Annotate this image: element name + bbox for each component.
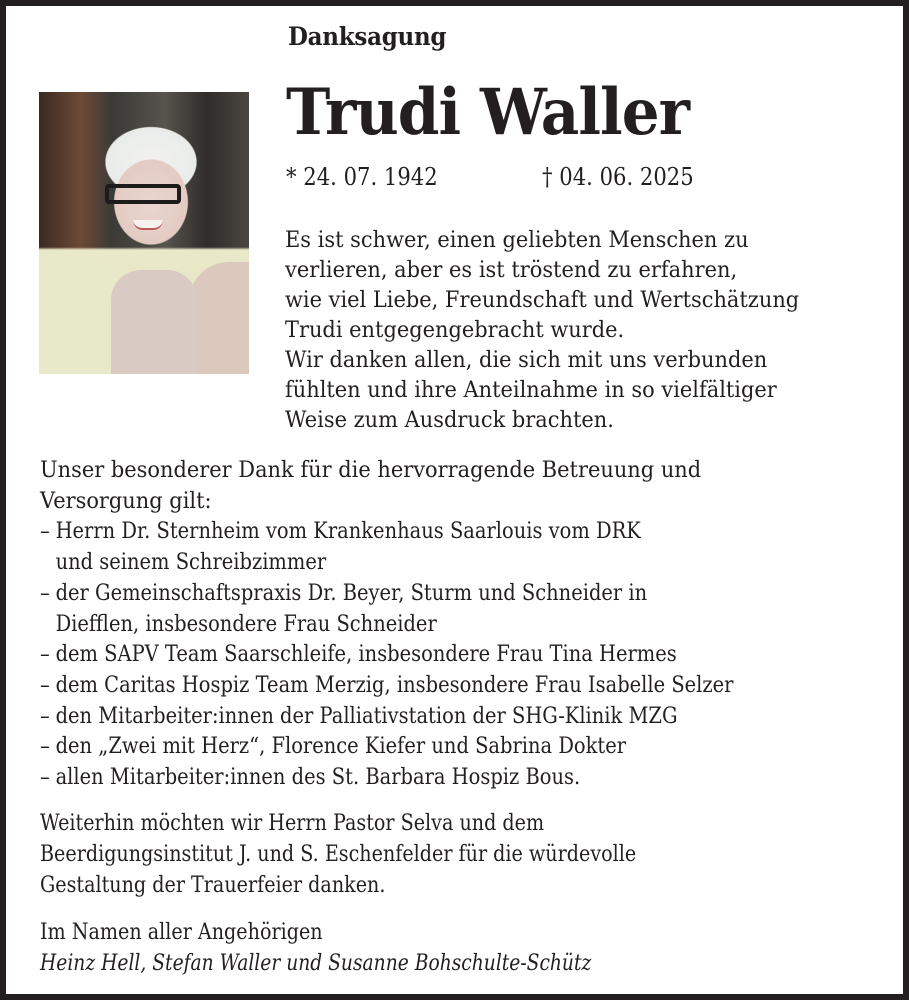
closing-line: Beerdigungsinstitut J. und S. Eschenfelder für die würdevolle [40, 841, 637, 867]
signature-intro: Im Namen aller Angehörigen [40, 919, 323, 945]
death-date: † 04. 06. 2025 [542, 163, 694, 191]
closing-paragraph [40, 808, 636, 901]
intro-line: verlieren, aber es ist tröstend zu erfahren, [285, 257, 738, 283]
intro-paragraph [285, 225, 838, 435]
thanks-list-item [40, 516, 786, 577]
dash-bullet: – [40, 518, 50, 545]
intro-line: Trudi entgegengebracht wurde. [285, 317, 625, 343]
thanks-lead-line: Unser besonderer Dank für die hervorragende Betreuung und [40, 457, 702, 483]
dash-bullet: – [40, 764, 50, 791]
dash-bullet: – [40, 733, 50, 760]
thanks-item-text: dem Caritas Hospiz Team Merzig, insbesondere Frau Isabelle Selzer [55, 671, 734, 698]
thanks-list-item [40, 578, 786, 639]
thanks-list-item [40, 762, 786, 793]
intro-line: fühlten und ihre Anteilnahme in so vielfältiger [285, 377, 777, 403]
thanks-section [40, 455, 842, 793]
photo-shirt [111, 270, 197, 374]
signature-names: Heinz Hell, Stefan Waller und Susanne Bohschulte-Schütz [40, 950, 592, 976]
thanks-item-text: der Gemeinschaftspraxis Dr. Beyer, Sturm und Schneider in [55, 579, 648, 606]
thanks-item-text: allen Mitarbeiter:innen des St. Barbara Hospiz Bous. [55, 764, 581, 791]
thanks-list-item [40, 731, 786, 762]
thanks-list-item [40, 670, 786, 701]
thanks-item-text: Herrn Dr. Sternheim vom Krankenhaus Saarlouis vom DRK [55, 518, 641, 545]
deceased-name: Trudi Waller [286, 75, 690, 150]
photo-cardigan-right [189, 262, 249, 374]
photo-smile [133, 220, 163, 230]
thanks-item-text: dem SAPV Team Saarschleife, insbesondere Frau Tina Hermes [55, 641, 677, 668]
closing-line: Gestaltung der Trauerfeier danken. [40, 872, 386, 898]
intro-line: Wir danken allen, die sich mit uns verbunden [285, 347, 768, 373]
birth-date: * 24. 07. 1942 [286, 163, 438, 191]
intro-line: wie viel Liebe, Freundschaft und Wertschätzung [285, 287, 800, 313]
intro-line: Weise zum Ausdruck brachten. [285, 407, 614, 433]
notice-kicker: Danksagung [288, 22, 447, 51]
dash-bullet: – [40, 702, 50, 729]
thanks-lead-line: Versorgung gilt: [40, 487, 212, 514]
dash-bullet: – [40, 641, 50, 668]
thanks-item-text: den „Zwei mit Herz“, Florence Kiefer und Sabrina Dokter [55, 733, 627, 760]
thanks-item-continuation: und seinem Schreibzimmer [55, 549, 327, 576]
portrait-photo [39, 92, 249, 374]
thanks-list-item [40, 701, 786, 732]
photo-glasses [105, 184, 181, 204]
dash-bullet: – [40, 671, 50, 698]
intro-line: Es ist schwer, einen geliebten Menschen zu [285, 227, 749, 253]
thanks-list-item [40, 639, 786, 670]
thanks-item-text: den Mitarbeiter:innen der Palliativstation der SHG-Klinik MZG [55, 702, 678, 729]
photo-cardigan-left [39, 252, 119, 374]
thanks-item-continuation: Diefflen, insbesondere Frau Schneider [55, 610, 437, 637]
dash-bullet: – [40, 579, 50, 606]
closing-line: Weiterhin möchten wir Herrn Pastor Selva und dem [40, 810, 545, 836]
